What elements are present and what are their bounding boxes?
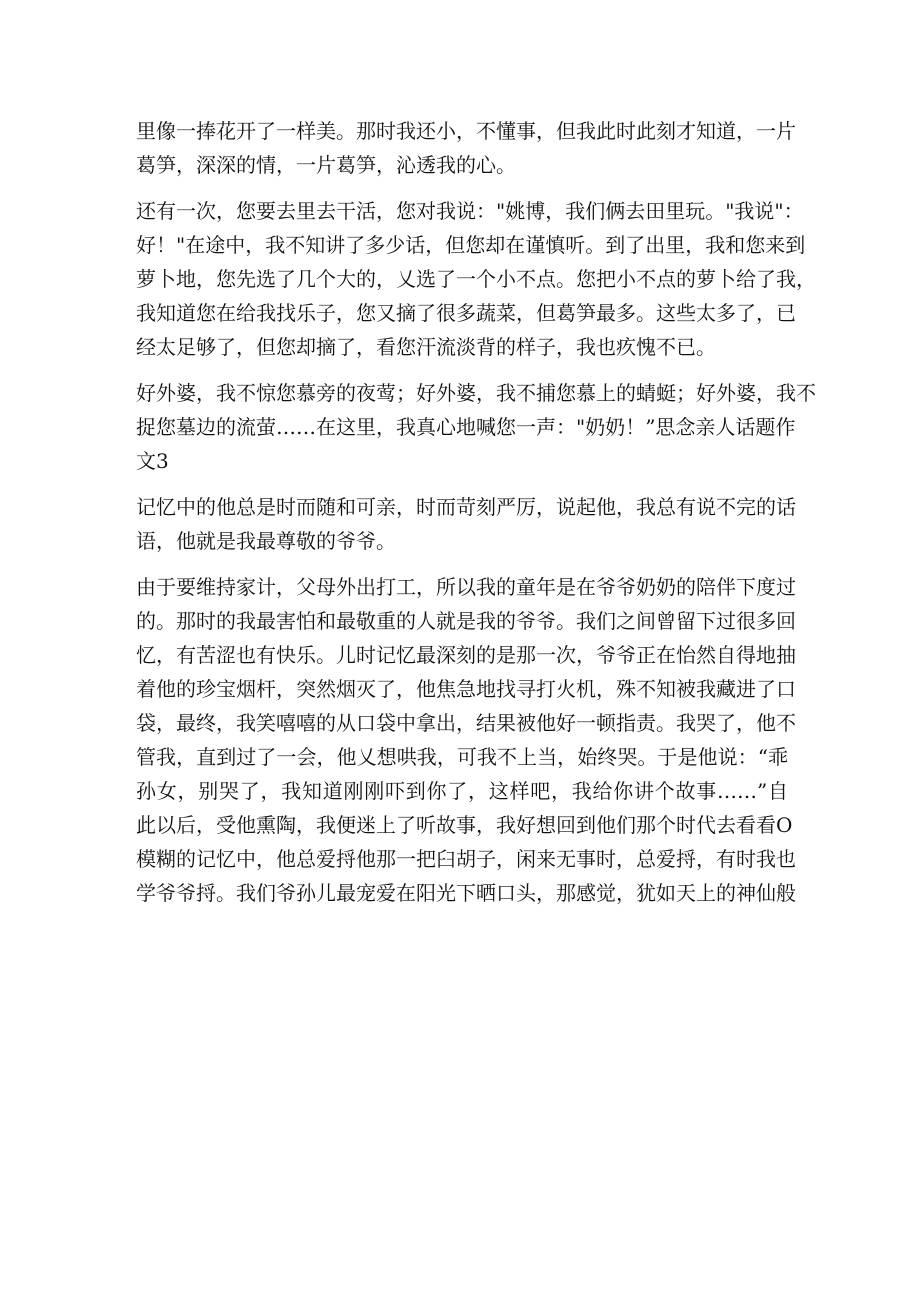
- text-line: 学爷爷捋。我们爷孙儿最宠爱在阳光下晒口头，那感觉，犹如天上的神仙般: [136, 881, 796, 905]
- text-line: 的。那时的我最害怕和最敬重的人就是我的爷爷。我们之间曾留下过很多回: [136, 609, 796, 633]
- document-body: [136, 114, 816, 910]
- text-line: 语，他就是我最尊敬的爷爷。: [136, 529, 396, 553]
- text-line: 好！"在途中，我不知讲了多少话，但您却在谨慎听。到了出里，我和您来到: [136, 233, 806, 257]
- text-line: 忆，有苦涩也有快乐。儿时记忆最深刻的是那一次，爷爷正在怡然自得地抽: [136, 643, 796, 667]
- text-line: 管我，直到过了一会，他乂想哄我，可我不上当，始终哭。于是他说：“乖: [136, 745, 788, 769]
- text-line: 此以后，受他熏陶，我便迷上了听故事，我好想回到他们那个时代去看看O: [136, 813, 793, 837]
- text-line: 经太足够了，但您却摘了，看您汗流淡背的样子，我也疚愧不已。: [136, 335, 716, 359]
- paragraph-2: [136, 194, 816, 364]
- paragraph-3: [136, 376, 816, 478]
- text-line: 里像一捧花开了一样美。那时我还小，不懂事，但我此时此刻才知道，一片: [136, 119, 796, 143]
- text-line: 记忆中的他总是时而随和可亲，时而苛刻严厉，说起他，我总有说不完的话: [136, 495, 796, 519]
- text-line: 袋，最终，我笑嘻嘻的从口袋中拿出，结果被他好一顿指责。我哭了，他不: [136, 711, 796, 735]
- paragraph-4: [136, 490, 796, 558]
- text-line: 好外婆，我不惊您慕旁的夜莺；好外婆，我不捕您慕上的蜻蜓；好外婆，我不: [136, 381, 816, 405]
- text-line: 着他的珍宝烟杆，突然烟灭了，他焦急地找寻打火机，殊不知被我藏进了口: [136, 677, 796, 701]
- paragraph-5: [136, 570, 796, 910]
- paragraph-1: [136, 114, 796, 182]
- text-line: 还有一次，您要去里去干活，您对我说："姚博，我们俩去田里玩。"我说"：: [136, 199, 804, 223]
- text-line: 葛笋，深深的情，一片葛笋，沁透我的心。: [136, 153, 516, 177]
- text-line: 文3: [136, 449, 169, 473]
- text-line: 捉您墓边的流萤……在这里，我真心地喊您一声："奶奶！”思念亲人话题作: [136, 415, 796, 439]
- text-line: 由于要维持家计，父母外出打工，所以我的童年是在爷爷奶奶的陪伴下度过: [136, 575, 796, 599]
- text-line: 萝卜地，您先选了几个大的，乂选了一个小不点。您把小不点的萝卜给了我，: [136, 267, 816, 291]
- text-line: 孙女，别哭了，我知道刚刚吓到你了，这样吧，我给你讲个故事……”自: [136, 779, 788, 803]
- text-line: 我知道您在给我找乐子，您又摘了很多蔬菜，但葛笋最多。这些太多了，已: [136, 301, 796, 325]
- text-line: 模糊的记忆中，他总爱捋他那一把臼胡子，闲来无事时，总爱捋，有时我也: [136, 847, 796, 871]
